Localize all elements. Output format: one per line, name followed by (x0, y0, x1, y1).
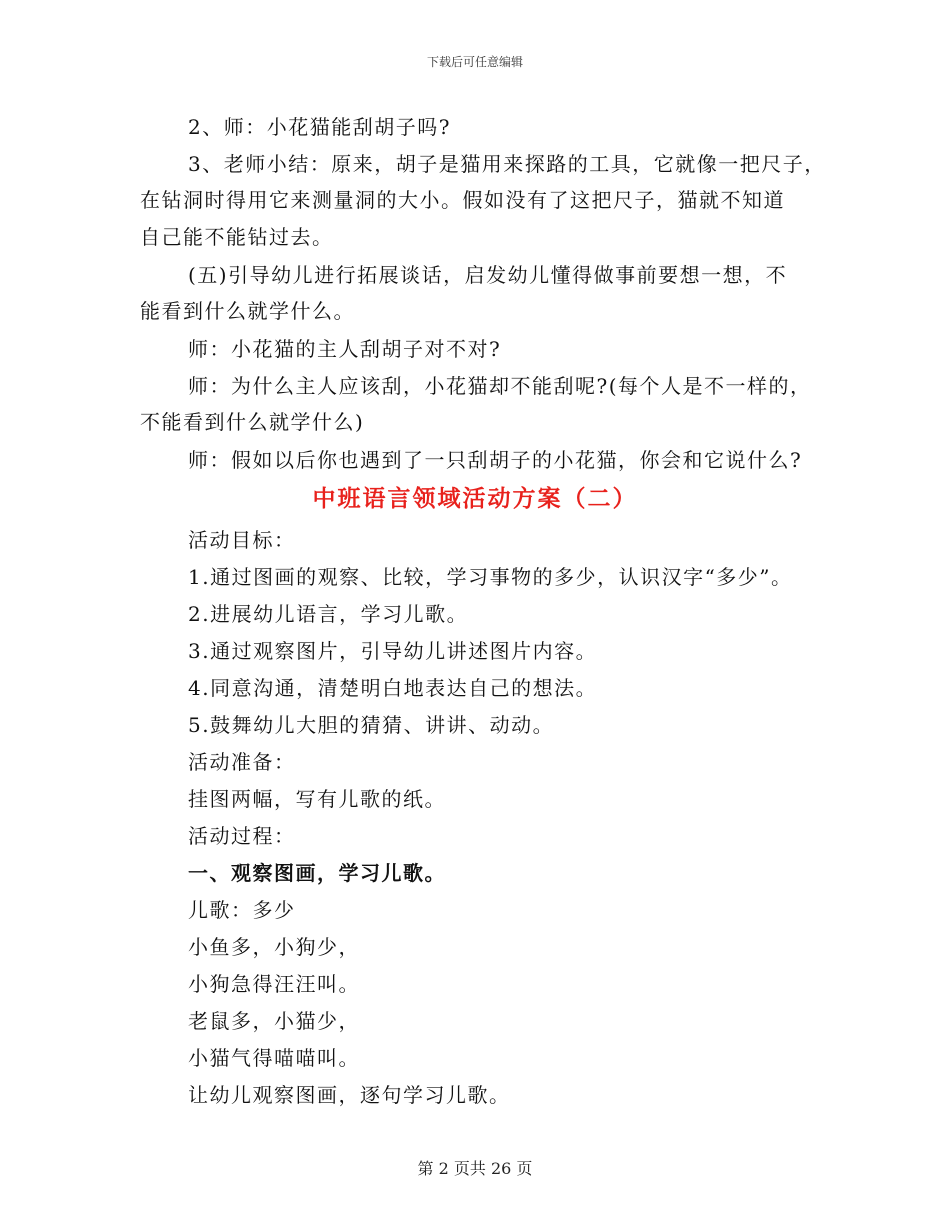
goal-item: 5.鼓舞幼儿大胆的猜猜、讲讲、动动。 (188, 713, 555, 737)
process-heading: 活动过程： (188, 824, 296, 848)
paragraph-why-line-2: 不能看到什么就学什么) (140, 410, 365, 434)
closing-instruction: 让幼儿观察图画，逐句学习儿歌。 (188, 1083, 511, 1107)
goal-item: 2.进展幼儿语言，学习儿歌。 (188, 602, 469, 626)
paragraph-summary-line-2: 在钻洞时得用它来测量洞的大小。假如没有了这把尺子，猫就不知道 (140, 188, 785, 212)
page-header: 下载后可任意编辑 (426, 55, 523, 69)
prep-text: 挂图两幅，写有儿歌的纸。 (188, 787, 446, 811)
paragraph-summary-line-3: 自己能不能钻过去。 (140, 225, 334, 249)
paragraph-meet-question: 师：假如以后你也遇到了一只刮胡子的小花猫，你会和它说什么? (188, 448, 803, 472)
paragraph-summary-line-1: 3、老师小结：原来，胡子是猫用来探路的工具，它就像一把尺子， (188, 152, 826, 176)
page-footer: 第 2 页共 26 页 (417, 1159, 533, 1178)
goals-heading: 活动目标： (188, 528, 296, 552)
rhyme-line: 小猫气得喵喵叫。 (188, 1046, 360, 1070)
rhyme-line: 小鱼多，小狗少， (188, 935, 360, 959)
paragraph-extension-line-2: 能看到什么就学什么。 (140, 299, 355, 323)
section-title: 中班语言领域活动方案（二） (312, 485, 638, 512)
paragraph-question-shave: 2、师：小花猫能刮胡子吗? (188, 115, 451, 139)
goal-item: 4.同意沟通，清楚明白地表达自己的想法。 (188, 676, 598, 700)
goal-item: 1.通过图画的观察、比较，学习事物的多少，认识汉字“多少”。 (188, 565, 793, 589)
step-1-heading: 一、观察图画，学习儿歌。 (188, 861, 446, 885)
rhyme-line: 老鼠多，小猫少， (188, 1009, 360, 1033)
goal-item: 3.通过观察图片，引导幼儿讲述图片内容。 (188, 639, 598, 663)
prep-heading: 活动准备： (188, 750, 296, 774)
paragraph-extension-line-1: (五)引导幼儿进行拓展谈话，启发幼儿懂得做事前要想一想，不 (188, 263, 788, 287)
paragraph-owner-question: 师：小花猫的主人刮胡子对不对? (188, 337, 502, 361)
rhyme-title: 儿歌：多少 (188, 898, 296, 922)
paragraph-why-line-1: 师：为什么主人应该刮，小花猫却不能刮呢?(每个人是不一样的， (188, 374, 812, 398)
rhyme-line: 小狗急得汪汪叫。 (188, 972, 360, 996)
